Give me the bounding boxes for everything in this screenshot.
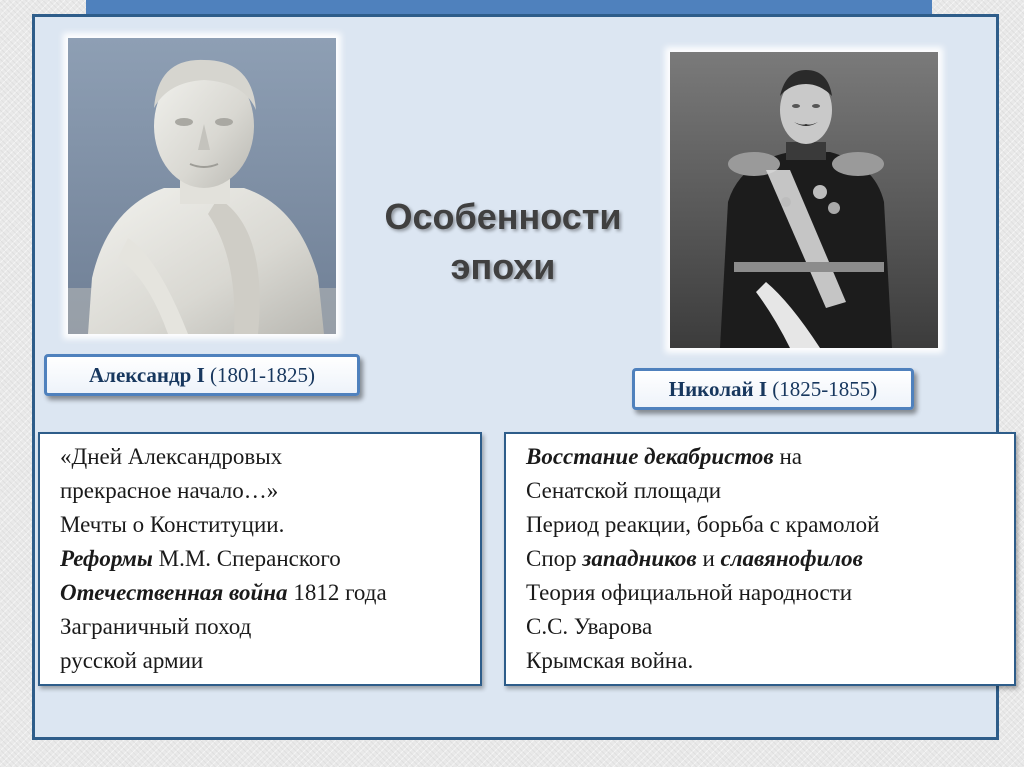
alexander-name-badge	[44, 354, 360, 396]
alexander-era-features-box	[38, 432, 482, 686]
nicholas-name: Николай I	[668, 377, 768, 401]
bust-portrait-image	[68, 38, 336, 334]
title-line-2: эпохи	[450, 246, 556, 287]
text-line: Крымская война.	[526, 648, 694, 673]
text-line: русской армии	[60, 648, 204, 673]
text-line: «Дней Александровых	[60, 444, 283, 469]
text-line: прекрасное начало…»	[60, 478, 279, 503]
text-line: Отечественная война 1812 года	[60, 580, 387, 605]
nicholas-era-features-box	[504, 432, 1016, 686]
text-line: Теория официальной народности	[526, 580, 853, 605]
alexander-name: Александр I	[89, 363, 205, 387]
text-line: Реформы М.М. Сперанского	[60, 546, 341, 571]
text-line: Период реакции, борьба с крамолой	[526, 512, 880, 537]
text-line: Мечты о Конституции.	[60, 512, 285, 537]
text-line: Восстание декабристов на	[526, 444, 802, 469]
text-line: Заграничный поход	[60, 614, 252, 639]
uniform-portrait-image	[670, 52, 938, 348]
top-accent-bar	[86, 0, 932, 14]
text-line: С.С. Уварова	[526, 614, 653, 639]
nicholas-years: (1825-1855)	[772, 377, 878, 401]
text-line: Спор западников и славянофилов	[526, 546, 863, 571]
text-line: Сенатской площади	[526, 478, 722, 503]
nicholas-name-badge	[632, 368, 914, 410]
title-line-1: Особенности	[384, 196, 622, 237]
alexander-years: (1801-1825)	[210, 363, 315, 387]
slide-title	[348, 192, 658, 292]
